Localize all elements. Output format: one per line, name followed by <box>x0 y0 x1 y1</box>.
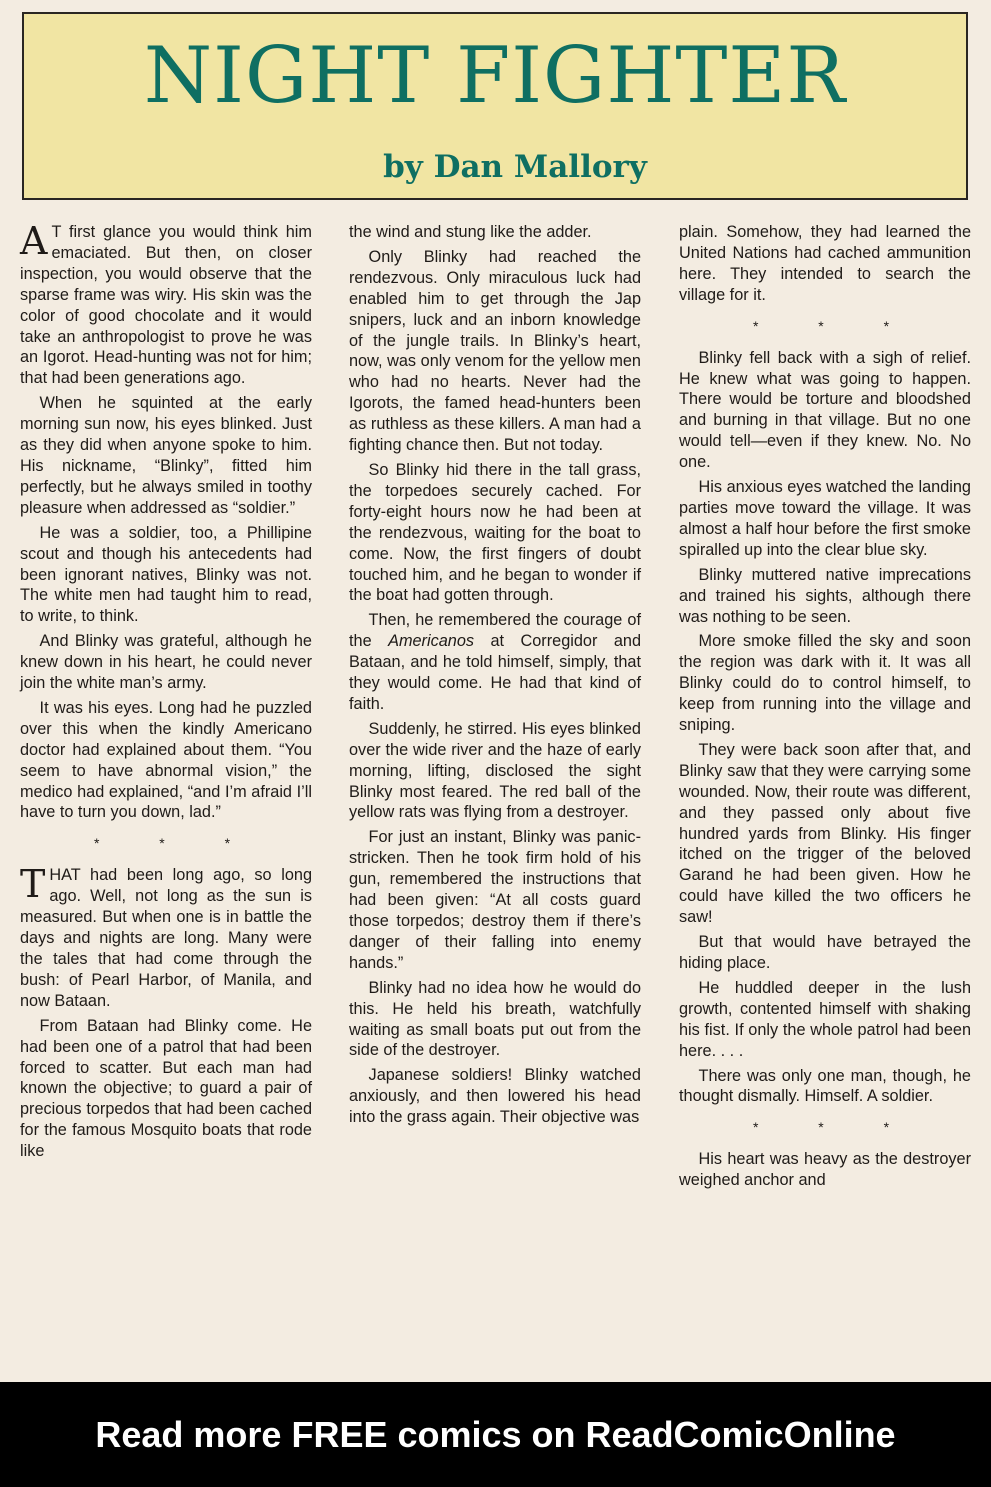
byline: by Dan Mallory <box>383 149 647 185</box>
paragraph: the wind and stung like the adder. <box>349 223 592 241</box>
section-break: * * * <box>752 317 918 334</box>
text-column-3 <box>679 222 971 1195</box>
paragraph <box>349 610 641 715</box>
paragraph: But that would have betrayed the hiding place. <box>679 933 971 972</box>
italic-text: Americanos <box>388 632 475 651</box>
paragraph-text: HAT had been long ago, so long ago. Well, not long as the sun is measured. But when one is in battle the days and nights are long. Many were the tales that had come through the bush: of Pearl Harbor, of Manila, and now Bataan. <box>20 866 312 1010</box>
footer-banner[interactable] <box>0 1382 991 1487</box>
footer-link[interactable]: Read more FREE comics on ReadComicOnline <box>95 1414 896 1455</box>
title-panel <box>22 12 968 200</box>
section-break: * * * <box>752 1119 918 1136</box>
text-column-2 <box>349 222 641 1132</box>
dropcap: T <box>20 862 46 907</box>
paragraph: They were back soon after that, and Blinky saw that they were carrying some wounded. Now, their route was different, and they passed only about five hundred yards from Blinky. His finger itched on the trigger of the beloved Garand he had been given. How he could have killed the two officers he saw! <box>679 740 971 927</box>
paragraph-text: T first glance you would think him emaciated. But then, on closer inspection, you would observe that the sparse frame was wiry. His skin was the color of good chocolate and it would take an anthropologist to prove he was an Igorot. Head-hunting was not for him; that had been generations ago. <box>20 223 312 388</box>
paragraph: He huddled deeper in the lush growth, contented himself with shaking his fist. If only the whole patrol had been here. . . . <box>679 978 971 1060</box>
text-column-1 <box>20 219 312 1166</box>
paragraph: It was his eyes. Long had he puzzled over this when the kindly Americano doctor had explained about them. “You seem to have abnormal vision,” the medico had explained, “and I’m afraid I’ll have to turn you down, lad.” <box>20 698 312 822</box>
paragraph: More smoke filled the sky and soon the region was dark with it. It was all Blinky could do to control himself, to keep from running into the village and sniping. <box>679 632 971 735</box>
paragraph: Blinky fell back with a sigh of relief. He knew what was going to happen. There would be torture and bloodshed and burning in that village. But no one would tell—even if they knew. No. No one. <box>679 348 971 472</box>
paragraph: So Blinky hid there in the tall grass, the torpedoes securely cached. For forty-eight hours now he had been at the rendezvous, waiting for the boat to come. Now, the first fingers of doubt touched him, and he began to wonder if the boat had gotten through. <box>349 460 641 605</box>
story-title: NIGHT FIGHTER <box>143 31 847 121</box>
paragraph-text: at Corregidor and Bataan, and he told himself, simply, that they would come. He had that kind of faith. <box>349 632 641 713</box>
paragraph: His heart was heavy as the destroyer weighed anchor and <box>679 1150 971 1190</box>
paragraph: Blinky muttered native imprecations and trained his sights, although there was nothing to be seen. <box>679 565 971 626</box>
section-break: * * * <box>93 835 259 852</box>
paragraph: There was only one man, though, he thought dismally. Himself. A soldier. <box>679 1066 971 1106</box>
paragraph: From Bataan had Blinky come. He had been one of a patrol that had been forced to scatter. But each man had known the objective; to guard a pair of precious torpedos that had been cached for the famous Mosquito boats that rode like <box>20 1016 312 1161</box>
paragraph: Japanese soldiers! Blinky watched anxiously, and then lowered his head into the grass again. Their objective was <box>349 1066 641 1127</box>
paragraph: For just an instant, Blinky was panic-stricken. Then he took firm hold of his gun, remembered the instructions that had been given: “At all costs guard those torpedos; destroy them if there’s danger of their falling into enemy hands.” <box>349 828 641 972</box>
paragraph: Blinky had no idea how he would do this. He held his breath, watchfully waiting as small boats put out from the side of the destroyer. <box>349 978 641 1060</box>
paragraph: plain. Somehow, they had learned the United Nations had cached ammunition here. They intended to search the village for it. <box>679 223 971 304</box>
paragraph: And Blinky was grateful, although he knew down in his heart, he could never join the white man’s army. <box>20 632 312 693</box>
paragraph <box>20 219 312 389</box>
dropcap: A <box>20 219 48 263</box>
paragraph: When he squinted at the early morning sun now, his eyes blinked. Just as they did when anyone spoke to him. His nickname, “Blinky”, fitted him perfectly, but he always smiled in toothy pleasure when addressed as “soldier.” <box>20 394 312 517</box>
paragraph: He was a soldier, too, a Phillipine scout and though his antecedents had been ignorant natives, Blinky was not. The white men had taught him to read, to write, to think. <box>20 523 312 626</box>
paragraph: Only Blinky had reached the rendezvous. Only miraculous luck had enabled him to get through the Jap snipers, luck and an inborn knowledge of the jungle trails. In Blinky’s heart, now, was only venom for the yellow men who had no hearts. Never had the Igorots, the famed head-hunters been as ruthless as these killers. A man had a fighting chance then. But not today. <box>349 247 641 455</box>
paragraph-text: Then, he remembered the courage of the <box>349 611 641 651</box>
paragraph: Suddenly, he stirred. His eyes blinked over the wide river and the haze of early morning, lifting, disclosed the sight Blinky most feared. The red ball of the yellow rats was flying from a destroyer. <box>349 719 641 822</box>
paragraph <box>20 862 312 1011</box>
paragraph: His anxious eyes watched the landing parties move toward the village. It was almost a half hour before the first smoke spiralled up into the clear blue sky. <box>679 478 971 559</box>
